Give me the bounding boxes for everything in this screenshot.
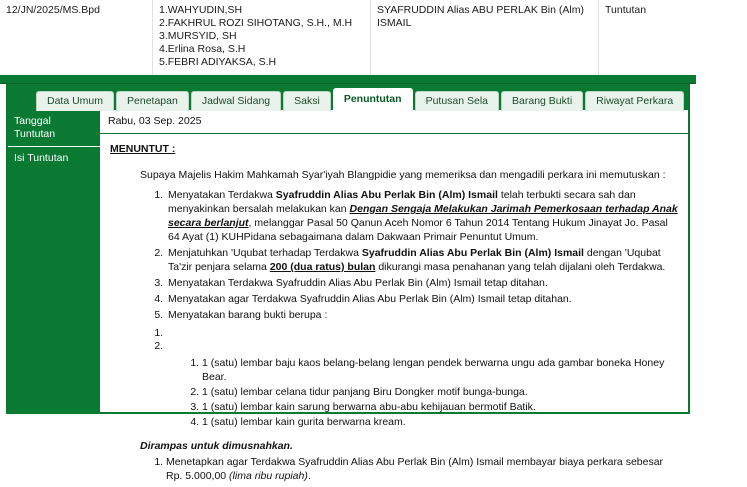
cell-pihak: SYAFRUDDIN Alias ABU PERLAK Bin (Alm) ISMAIL	[371, 0, 599, 75]
value-tanggal-tuntutan: Rabu, 03 Sep. 2025	[100, 110, 688, 134]
tab-bar	[8, 84, 688, 110]
list-item: 5. Menyatakan barang bukti berupa :	[166, 308, 678, 322]
cell-status: Tuntutan	[599, 0, 747, 75]
menuntut-heading: MENUNTUT :	[110, 142, 678, 156]
list-item: 1. Menyatakan Terdakwa Syafruddin Alias Abu Perlak Bin (Alm) Ismail telah terbukti secara sah dan menyakinkan bersalah melakukan kan Dengan Sengaja Melakukan Jarimah Pemerkosaan terhadap Anak secara berlanjut, melanggar Pasal 50 Qanun Aceh Nomor 6 Tahun 2014 Tentang Hukum Jinayat Jo. Pasal 64 Ayat (1) KUHPidana sebagaimana dalam Dakwaan Primair Penuntut Umum.	[166, 188, 678, 244]
tab-jadwal-sidang[interactable]: Jadwal Sidang	[191, 91, 281, 111]
list-item: 2.FAKHRUL ROZI SIHOTANG, S.H., M.H	[159, 17, 364, 30]
list-item: 4. Menyatakan agar Terdakwa Syafruddin Alias Abu Perlak Bin (Alm) Ismail tetap ditahan.	[166, 292, 678, 306]
cell-nomor-perkara[interactable]: 12/JN/2025/MS.Bpd	[0, 0, 153, 75]
list-item: 3. 1 (satu) lembar kain sarung berwarna abu-abu kehijauan bermotif Batik.	[202, 400, 678, 414]
list-item: 5.FEBRI ADIYAKSA, S.H	[159, 56, 364, 69]
dirampas-heading: Dirampas untuk dimusnahkan.	[140, 439, 678, 453]
tab-barang-bukti[interactable]: Barang Bukti	[501, 91, 583, 111]
list-item: 1. Menetapkan agar Terdakwa Syafruddin Alias Abu Perlak Bin (Alm) Ismail membayar biaya perkara sebesar Rp. 5.000,00 (lima ribu rupiah).	[166, 455, 678, 483]
empty-numbered-list	[110, 326, 678, 352]
tab-riwayat-perkara[interactable]: Riwayat Perkara	[585, 91, 684, 111]
tab-penetapan[interactable]: Penetapan	[116, 91, 189, 111]
list-item: 4. 1 (satu) lembar kain gurita berwarna kream.	[202, 415, 678, 429]
list-item: 2. 1 (satu) lembar celana tidur panjang Biru Dongker motif bunga-bunga.	[202, 385, 678, 399]
barang-bukti-list	[110, 356, 678, 429]
list-item	[166, 326, 678, 339]
tab-penuntutan[interactable]: Penuntutan	[333, 88, 413, 110]
tab-saksi[interactable]: Saksi	[283, 91, 331, 111]
case-detail-panel	[6, 84, 690, 414]
list-item: 1.WAHYUDIN,SH	[159, 4, 364, 17]
field-label-column	[8, 110, 100, 412]
list-item: 4.Erlina Rosa, S.H	[159, 43, 364, 56]
tab-putusan-sela[interactable]: Putusan Sela	[415, 91, 499, 111]
list-item: 1. 1 (satu) lembar baju kaos belang-belang lengan pendek berwarna ungu ada gambar boneka Honey Bear.	[202, 356, 678, 384]
tuntutan-lead: Supaya Majelis Hakim Mahkamah Syar'iyah Blangpidie yang memeriksa dan mengadili perkara ini memutuskan :	[110, 168, 678, 182]
biaya-perkara-list	[110, 455, 678, 483]
list-item: 3. Menyatakan Terdakwa Syafruddin Alias Abu Perlak Bin (Alm) Ismail tetap ditahan.	[166, 276, 678, 290]
list-item	[166, 339, 678, 352]
list-item: 3.MURSYID, SH	[159, 30, 364, 43]
tab-data-umum[interactable]: Data Umum	[36, 91, 114, 111]
cell-hakim	[153, 0, 371, 75]
green-separator-bar	[0, 75, 696, 84]
case-result-table	[0, 0, 747, 75]
table-row[interactable]	[0, 0, 747, 75]
hakim-list	[159, 4, 364, 69]
label-tanggal-tuntutan: Tanggal Tuntutan	[8, 110, 100, 147]
tuntutan-item-list	[110, 188, 678, 322]
penuntutan-content	[8, 110, 688, 412]
label-isi-tuntutan: Isi Tuntutan	[8, 147, 100, 427]
list-item: 2. Menjatuhkan 'Uqubat terhadap Terdakwa Syafruddin Alias Abu Perlak Bin (Alm) Ismail dengan 'Uqubat Ta'zir penjara selama 200 (dua ratus) bulan dikurangi masa penahanan yang telah dijalani oleh Terdakwa.	[166, 246, 678, 274]
field-value-column	[100, 110, 688, 412]
value-isi-tuntutan	[100, 134, 688, 487]
